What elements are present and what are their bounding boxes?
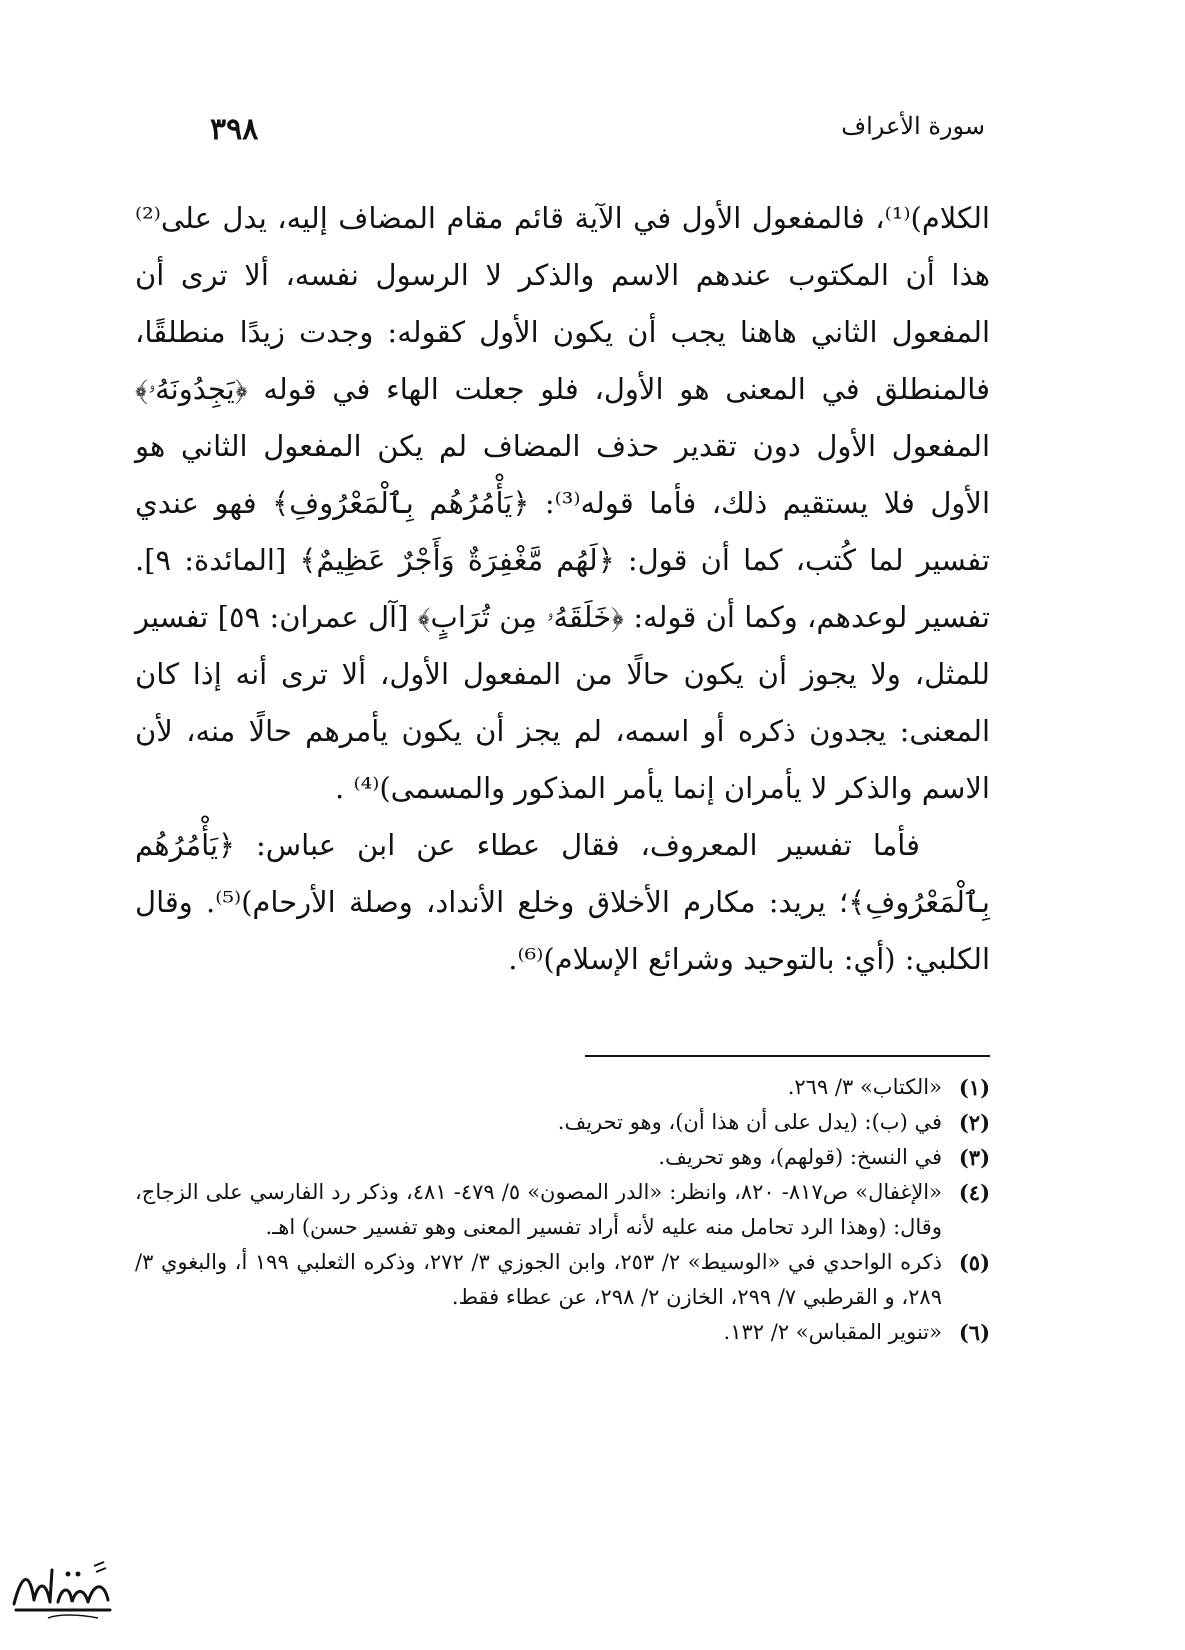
footnote-text: ذكره الواحدي في «الوسيط» ٢/ ٢٥٣، وابن الجوزي ٣/ ٢٧٢، وذكره الثعلبي ١٩٩ أ، والبغوي ٣/ ٢٨٩، و القرطبي ٧/ ٢٩٩، الخازن ٢/ ٢٩٨، عن عطاء فقط. [135,1250,943,1309]
footnote-text: في (ب): (يدل على أن هذا أن)، وهو تحريف. [557,1110,942,1134]
footnote-1 [135,1070,990,1105]
footnote-divider [585,1055,990,1057]
paragraph-1: الكلام)⁽¹⁾، فالمفعول الأول في الآية قائم مقام المضاف إليه، يدل على⁽²⁾ هذا أن المكتوب عندهم الاسم والذكر لا الرسول نفسه، ألا ترى أن المفعول الثاني هاهنا يجب أن يكون الأول كقوله: وجدت زيدًا منطلقًا، فالمنطلق في المعنى هو الأول، فلو جعلت الهاء في قوله ﴿يَجِدُونَهُۥ﴾ المفعول الأول دون تقدير حذف المضاف لم يكن المفعول الثاني هو الأول فلا يستقيم ذلك، فأما قوله⁽³⁾: ﴿يَأْمُرُهُم بِٱلْمَعْرُوفِ﴾ فهو عندي تفسير لما كُتب، كما أن قول: ﴿لَهُم مَّغْفِرَةٌ وَأَجْرٌ عَظِيمٌ﴾ [المائدة: ٩]. تفسير لوعدهم، وكما أن قوله: ﴿خَلَقَهُۥ مِن تُرَابٍ﴾ [آل عمران: ٥٩] تفسير للمثل، ولا يجوز أن يكون حالًا من المفعول الأول، ألا ترى أنه إذا كان المعنى: يجدون ذكره أو اسمه، لم يجز أن يكون يأمرهم حالًا منه، لأن الاسم والذكر لا يأمران إنما يأمر المذكور والمسمى)⁽⁴⁾ . [135,201,991,805]
publisher-logo [8,1552,118,1624]
footnote-text: «تنوير المقباس» ٢/ ١٣٢. [723,1320,942,1344]
footnotes [135,1070,990,1350]
paragraph-2: فأما تفسير المعروف، فقال عطاء عن ابن عباس: ﴿يَأْمُرُهُم بِٱلْمَعْرُوفِ﴾؛ يريد: مكارم الأخلاق وخلع الأنداد، وصلة الأرحام)⁽⁵⁾. وقال الكلبي: (أي: بالتوحيد وشرائع الإسلام)⁽⁶⁾. [135,828,990,976]
footnote-3 [135,1140,990,1175]
footnote-number: (٦) [958,1320,990,1345]
footnote-number: (٤) [958,1180,990,1205]
footnote-number: (١) [958,1075,990,1100]
footnote-number: (٣) [958,1145,990,1170]
page-header [0,112,1185,162]
footnote-number: (٥) [958,1250,990,1275]
footnote-4 [135,1175,990,1245]
footnote-text: في النسخ: (قولهم)، وهو تحريف. [658,1145,942,1169]
footnote-text: «الإغفال» ص٨١٧- ٨٢٠، وانظر: «الدر المصون» ٥/ ٤٧٩- ٤٨١، وذكر رد الفارسي على الزجاج، وقال: (وهذا الرد تحامل منه عليه لأنه أراد تفسير المعنى وهو تفسير حسن) اهـ. [135,1180,942,1239]
footnote-2 [135,1105,990,1140]
surah-title: سورة الأعراف [841,112,985,140]
footnote-5 [135,1245,990,1315]
footnote-text: «الكتاب» ٣/ ٢٦٩. [787,1075,942,1099]
main-text [135,190,990,988]
page-number: ٣٩٨ [210,112,259,147]
footnote-6 [135,1315,990,1350]
footnote-number: (٢) [958,1110,990,1135]
